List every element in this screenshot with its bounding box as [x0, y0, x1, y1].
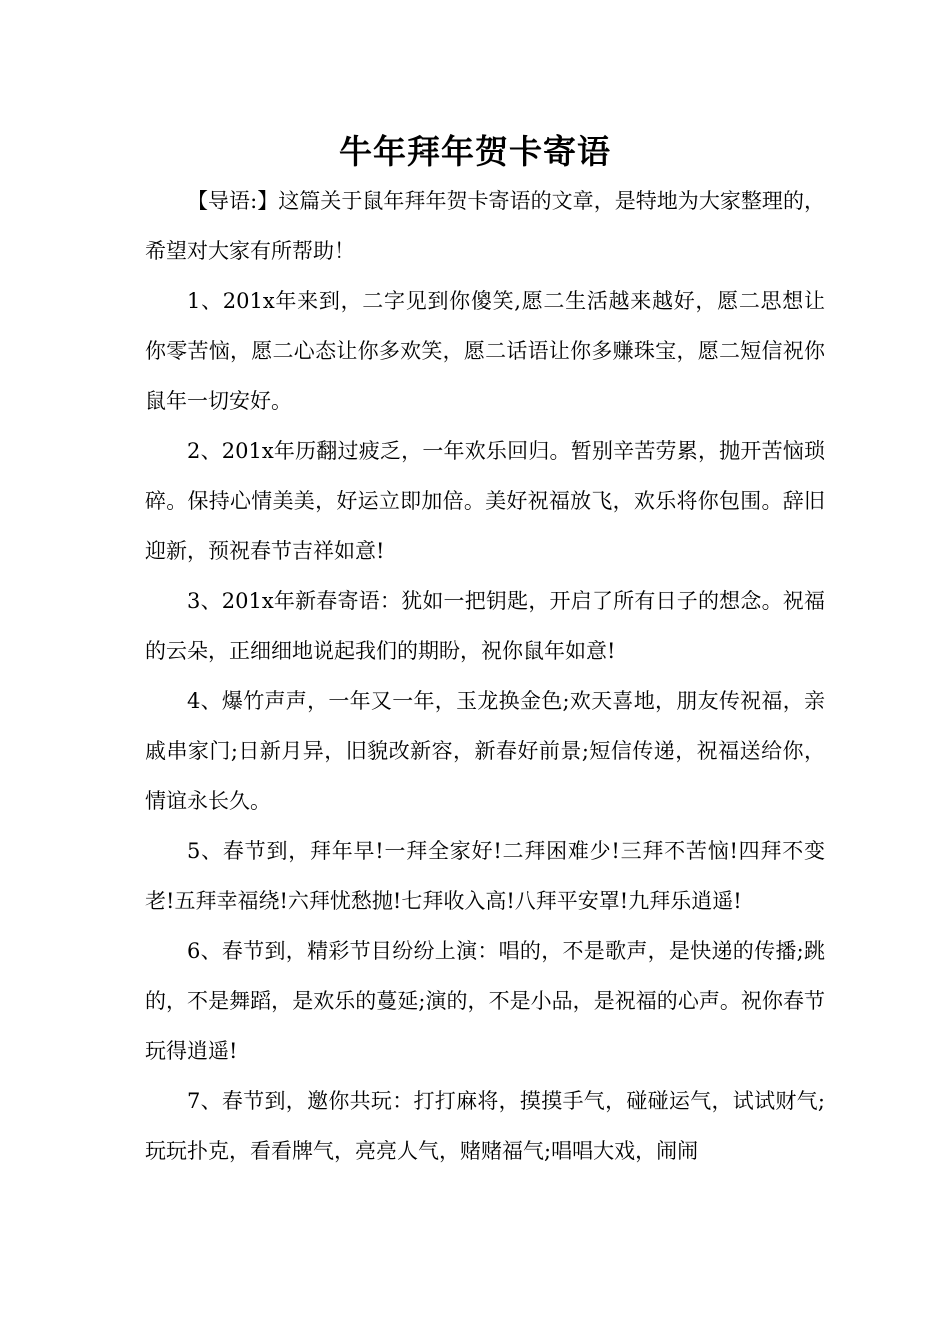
- paragraph-1: 1、201x年来到，二字见到你傻笑,愿二生活越来越好，愿二思想让你零苦恼，愿二心态让你多欢笑，愿二话语让你多赚珠宝，愿二短信祝你鼠年一切安好。: [145, 289, 825, 413]
- paragraph-2: 2、201x年历翻过疲乏，一年欢乐回归。暂别辛苦劳累，抛开苦恼琐碎。保持心情美美，好运立即加倍。美好祝福放飞，欢乐将你包围。辞旧迎新，预祝春节吉祥如意!: [145, 439, 825, 563]
- paragraph-3: 3、201x年新春寄语：犹如一把钥匙，开启了所有日子的想念。祝福的云朵，正细细地说起我们的期盼，祝你鼠年如意!: [145, 589, 825, 663]
- paragraph-6: 6、春节到，精彩节目纷纷上演：唱的，不是歌声，是快递的传播;跳的，不是舞蹈，是欢乐的蔓延;演的，不是小品，是祝福的心声。祝你春节玩得逍遥!: [145, 939, 825, 1063]
- paragraph-4: 4、爆竹声声，一年又一年，玉龙换金色;欢天喜地，朋友传祝福，亲戚串家门;日新月异，旧貌改新容，新春好前景;短信传递，祝福送给你，情谊永长久。: [145, 689, 825, 813]
- paragraph-intro: 【导语:】这篇关于鼠年拜年贺卡寄语的文章，是特地为大家整理的，希望对大家有所帮助！: [145, 189, 825, 263]
- paragraph-7: 7、春节到，邀你共玩：打打麻将，摸摸手气，碰碰运气，试试财气;玩玩扑克，看看牌气，亮亮人气，赌赌福气;唱唱大戏，闹闹: [145, 1089, 825, 1163]
- paragraph-5: 5、春节到，拜年早!一拜全家好!二拜困难少!三拜不苦恼!四拜不变老!五拜幸福绕!六拜忧愁抛!七拜收入高!八拜平安罩!九拜乐逍遥!: [145, 839, 825, 913]
- document-title: 牛年拜年贺卡寄语: [339, 132, 611, 171]
- document-body: [145, 176, 825, 1176]
